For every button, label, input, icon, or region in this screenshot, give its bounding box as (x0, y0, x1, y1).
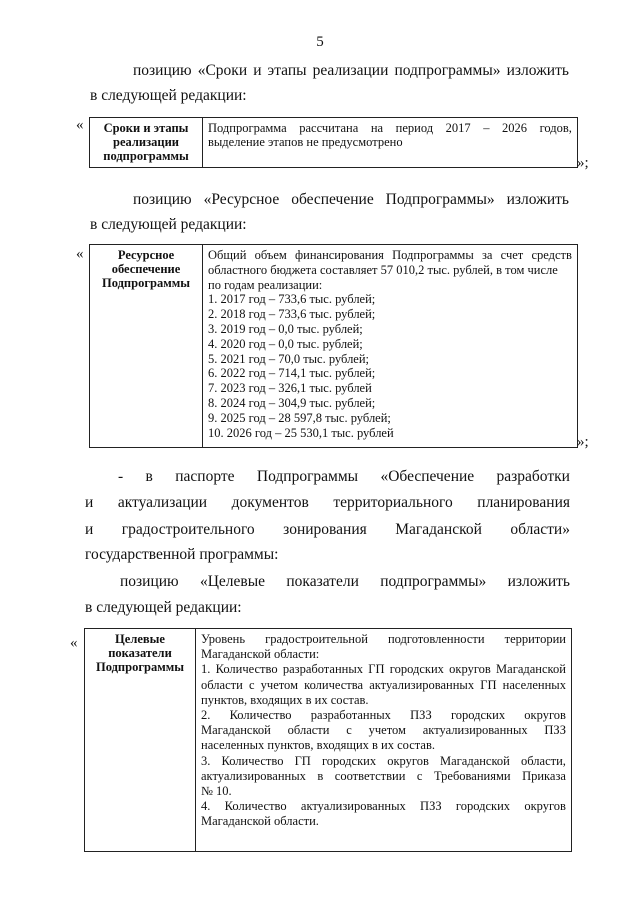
section1-intro-line2: в следующей редакции: (90, 87, 247, 104)
section2-close-quote: »; (577, 434, 589, 450)
word: Подпрограммы (256, 468, 359, 485)
word: городских (450, 708, 506, 723)
section1-body-line (208, 121, 572, 135)
word: показатели (286, 573, 359, 590)
word: Магаданской (496, 662, 566, 677)
word: округов (524, 799, 566, 814)
section3-table (84, 628, 572, 852)
section2-year-line: 8. 2024 год – 304,9 тыс. рублей; (208, 395, 376, 410)
section2-year-line: 6. 2022 год – 714,1 тыс. рублей; (208, 366, 376, 381)
word: в (145, 468, 153, 485)
section1-open-quote: « (76, 117, 84, 133)
section3-intro-line1 (120, 573, 570, 591)
section3-body-line: населенных пунктов, входящих в их состав. (201, 738, 435, 753)
word: ПЗЗ (420, 799, 442, 814)
word: – (483, 121, 490, 135)
section1-header-line: Сроки и этапы (103, 121, 189, 135)
section3-header-line: Целевые (115, 632, 165, 646)
word: территории (504, 632, 566, 646)
section3-open-quote: « (70, 635, 78, 651)
section1-body-line: выделение этапов не предусмотрено (208, 135, 403, 149)
word: финансирования (295, 248, 384, 262)
word: территориального (333, 494, 453, 511)
word: актуализированных (422, 723, 528, 738)
section2-header-line: Подпрограммы (101, 276, 190, 290)
section2-header-cell (90, 245, 203, 448)
word: 4. (201, 799, 211, 814)
section3-body-line (201, 754, 566, 769)
section3-body-line (201, 678, 566, 693)
word: Магаданской (440, 753, 510, 768)
section3-body-line (201, 708, 566, 723)
word: Количество (224, 799, 287, 814)
word: актуализированных (201, 768, 306, 783)
section3-body-line (201, 769, 566, 784)
word: за (481, 248, 493, 262)
word: 3. (201, 753, 211, 768)
paragraph3-line2 (85, 494, 570, 512)
word: позицию (120, 573, 179, 590)
word: на (370, 121, 384, 135)
section2-body-cell (203, 245, 578, 448)
word: округов (387, 753, 429, 768)
word: области, (521, 753, 566, 768)
word: ГП (294, 753, 311, 768)
word: - (118, 468, 124, 485)
word: период (395, 121, 434, 135)
word: годов, (539, 121, 572, 135)
word: и (253, 62, 262, 79)
word: рассчитана (299, 121, 359, 135)
section3-body-line (201, 632, 566, 647)
word: градостроительного (121, 521, 255, 538)
section3-body-line: Магаданской области: (201, 647, 320, 662)
word: Общий (208, 248, 247, 262)
page-number: 5 (316, 34, 324, 50)
word: Уровень (201, 632, 246, 646)
section2-body-line: областного бюджета составляет 57 010,2 тыс. рублей, в том числе (208, 262, 558, 277)
word: Подпрограммы (392, 248, 474, 262)
word: актуализации (117, 494, 208, 511)
section3-body-line: Магаданской области. (201, 814, 319, 829)
word: в (317, 768, 324, 783)
word: зонирования (283, 521, 367, 538)
word: соответствии (334, 768, 406, 783)
word: Приказа (522, 768, 566, 783)
section3-body-line (201, 662, 566, 677)
word: ГП (368, 662, 385, 677)
word: подпрограммы» (380, 573, 487, 590)
word: паспорте (175, 468, 235, 485)
section3-body-line (201, 799, 566, 814)
word: ПЗЗ (544, 723, 566, 738)
section2-body-line (208, 248, 572, 263)
section2-table (89, 244, 578, 448)
section3-body-line: № 10. (201, 784, 232, 799)
word: разработанных (282, 662, 363, 677)
word: подготовленности (387, 632, 485, 646)
paragraph3-line4: государственной программы: (85, 546, 279, 563)
word: ПЗЗ (410, 708, 432, 723)
word: «Ресурсное (203, 191, 280, 208)
section2-year-line: 2. 2018 год – 733,6 тыс. рублей; (208, 307, 376, 322)
word: изложить (507, 573, 570, 590)
word: с (248, 677, 255, 692)
word: «Целевые (199, 573, 266, 590)
word: актуализированных (369, 677, 475, 692)
word: средств (531, 248, 572, 262)
word: 2017 (445, 121, 471, 135)
word: городских (389, 662, 444, 677)
section3-intro-line2: в следующей редакции: (85, 599, 242, 616)
word: Количество (221, 753, 284, 768)
word: округов (449, 662, 491, 677)
word: подпрограммы» (394, 62, 501, 79)
word: учетом (368, 723, 406, 738)
word: с (346, 723, 352, 738)
word: и (85, 521, 94, 538)
section2-header-line: Ресурсное (117, 248, 175, 262)
word: 2026 (502, 121, 528, 135)
section2-intro-line1 (133, 191, 569, 209)
word: разработанных (310, 708, 391, 723)
section1-close-quote: »; (577, 155, 589, 171)
word: городских (321, 753, 377, 768)
word: разработки (496, 468, 570, 485)
section2-year-line: 1. 2017 год – 733,6 тыс. рублей; (208, 292, 376, 307)
word: округов (524, 708, 566, 723)
word: области (201, 677, 243, 692)
word: градостроительной (265, 632, 368, 646)
section3-header-line: показатели (108, 646, 172, 660)
word: области» (510, 521, 570, 538)
section1-header-cell (90, 118, 203, 168)
word: счет (500, 248, 524, 262)
word: Подпрограмма (208, 121, 287, 135)
word: Магаданской (395, 521, 482, 538)
section1-intro-line1 (133, 62, 569, 80)
section1-body-cell (203, 118, 578, 168)
word: Магаданской (201, 723, 271, 738)
word: Количество (215, 662, 278, 677)
word: изложить (506, 62, 569, 79)
word: и (85, 494, 94, 511)
word: актуализированных (300, 799, 406, 814)
section3-header-line: Подпрограммы (95, 660, 184, 674)
section2-year-line: 5. 2021 год – 70,0 тыс. рублей; (208, 351, 370, 366)
word: документов (231, 494, 309, 511)
word: изложить (506, 191, 569, 208)
word: Требованиями (433, 768, 511, 783)
section3-body-line: пунктов, входящих в их состав. (201, 692, 369, 707)
section2-year-line: 7. 2023 год – 326,1 тыс. рублей (208, 381, 372, 396)
word: обеспечение (291, 191, 374, 208)
word: населенных (502, 677, 566, 692)
section1-header-line: подпрограммы (103, 149, 189, 163)
section1-header-line: реализации (113, 135, 179, 149)
word: с (416, 768, 423, 783)
word: 1. (201, 662, 211, 677)
word: учетом (260, 677, 298, 692)
word: городских (455, 799, 511, 814)
section3-body-cell (196, 629, 572, 852)
word: Количество (229, 708, 292, 723)
word: реализации (312, 62, 389, 79)
word: позицию (133, 62, 192, 79)
section3-body-line (201, 723, 566, 738)
word: количества (304, 677, 364, 692)
word: планирования (477, 494, 570, 511)
section3-header-cell (85, 629, 196, 852)
section2-open-quote: « (76, 246, 84, 262)
word: «Обеспечение (380, 468, 475, 485)
section2-body-line: по годам реализации: (208, 277, 323, 292)
word: этапы (267, 62, 307, 79)
word: ГП (480, 677, 497, 692)
word: 2. (201, 708, 211, 723)
section2-intro-line2: в следующей редакции: (90, 216, 247, 233)
word: области (287, 723, 330, 738)
section1-table (89, 117, 578, 168)
word: «Сроки (197, 62, 248, 79)
word: позицию (133, 191, 192, 208)
word: объем (254, 248, 287, 262)
section2-year-line: 9. 2025 год – 28 597,8 тыс. рублей; (208, 410, 391, 425)
word: Подпрограммы» (385, 191, 495, 208)
paragraph3-line3 (85, 521, 570, 539)
section2-year-line: 4. 2020 год – 0,0 тыс. рублей; (208, 336, 363, 351)
section2-year-line: 10. 2026 год – 25 530,1 тыс. рублей (208, 425, 394, 440)
paragraph3-line1 (118, 468, 570, 486)
section2-year-line: 3. 2019 год – 0,0 тыс. рублей; (208, 321, 363, 336)
section2-header-line: обеспечение (111, 262, 181, 276)
